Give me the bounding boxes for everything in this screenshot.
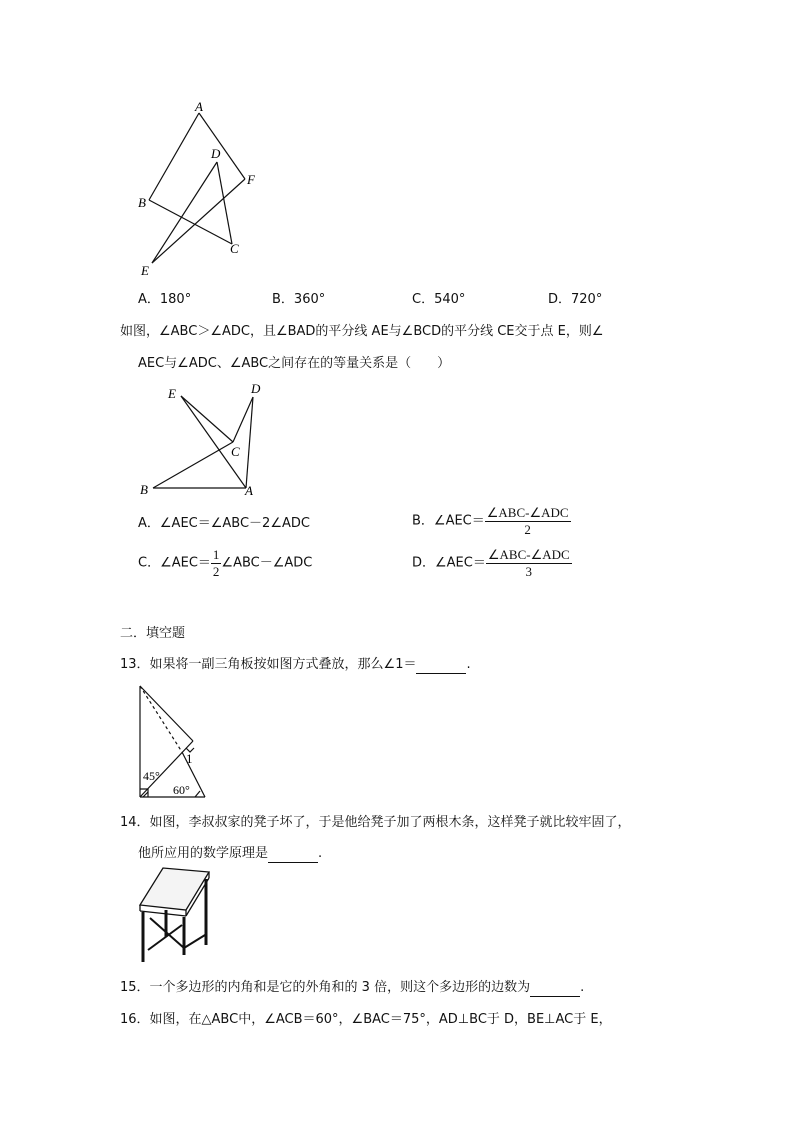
- q12-option-a[interactable]: A．∠AEC＝∠ABC－2∠ADC: [138, 516, 310, 531]
- angle-label-45: 45°: [143, 769, 160, 783]
- angle-label-60: 60°: [173, 783, 190, 797]
- label-b: B: [140, 482, 148, 497]
- q11-option-d[interactable]: D．720°: [548, 292, 603, 307]
- q15-period: .: [580, 980, 585, 995]
- q13-question: 13．如果将一副三角板按如图方式叠放，那么∠1＝: [120, 657, 417, 672]
- q13-period: .: [466, 657, 471, 672]
- option-c-prefix: C．∠AEC＝: [138, 555, 211, 571]
- label-b: B: [138, 195, 146, 210]
- label-c: C: [230, 241, 239, 256]
- option-c-suffix: ∠ABC－∠ADC: [221, 555, 313, 571]
- option-d-prefix: D．∠AEC＝: [412, 555, 486, 571]
- q11-option-a[interactable]: A．180°: [138, 292, 192, 307]
- option-b-prefix: B．∠AEC＝: [412, 513, 485, 529]
- fraction-denominator: 3: [525, 564, 533, 579]
- q12-line-1: 如图，∠ABC＞∠ADC，且∠BAD的平分线 AE与∠BCD的平分线 CE交于点 E，则∠: [120, 324, 604, 339]
- section-heading: 二．填空题: [120, 626, 186, 641]
- fraction-numerator: ∠ABC-∠ADC: [486, 505, 569, 520]
- q14-line-1: 14．如图，李叔叔家的凳子坏了，于是他给凳子加了两根木条，这样凳子就比较牢固了，: [120, 815, 631, 830]
- q15-answer-blank[interactable]: [530, 980, 580, 997]
- q11-option-b[interactable]: B．360°: [272, 292, 326, 307]
- label-d: D: [251, 381, 261, 396]
- fraction-numerator: ∠ABC-∠ADC: [487, 547, 570, 562]
- q12-line-2: AEC与∠ADC、∠ABC之间存在的等量关系是（ ）: [138, 356, 451, 371]
- fraction-numerator: 1: [212, 547, 220, 562]
- label-a: A: [195, 99, 203, 114]
- q11-option-c[interactable]: C．540°: [412, 292, 466, 307]
- label-d: D: [211, 146, 221, 161]
- q15-text: [120, 980, 584, 997]
- label-f: F: [247, 172, 255, 187]
- angle-label-1: 1: [186, 751, 193, 766]
- fraction-denominator: 2: [212, 564, 220, 579]
- fraction-denominator: 2: [524, 522, 531, 537]
- label-c: C: [231, 444, 240, 459]
- q15-question: 15．一个多边形的内角和是它的外角和的 3 倍，则这个多边形的边数为: [120, 980, 531, 995]
- q16-text: 16．如图，在△ABC中，∠ACB＝60°，∠BAC＝75°，AD⊥BC于 D，BE⊥AC于 E，: [120, 1012, 612, 1027]
- label-a: A: [245, 483, 253, 498]
- q14-question: 他所应用的数学原理是: [138, 846, 269, 861]
- label-e: E: [141, 263, 149, 278]
- label-e: E: [168, 386, 176, 401]
- q14-period: .: [318, 846, 323, 861]
